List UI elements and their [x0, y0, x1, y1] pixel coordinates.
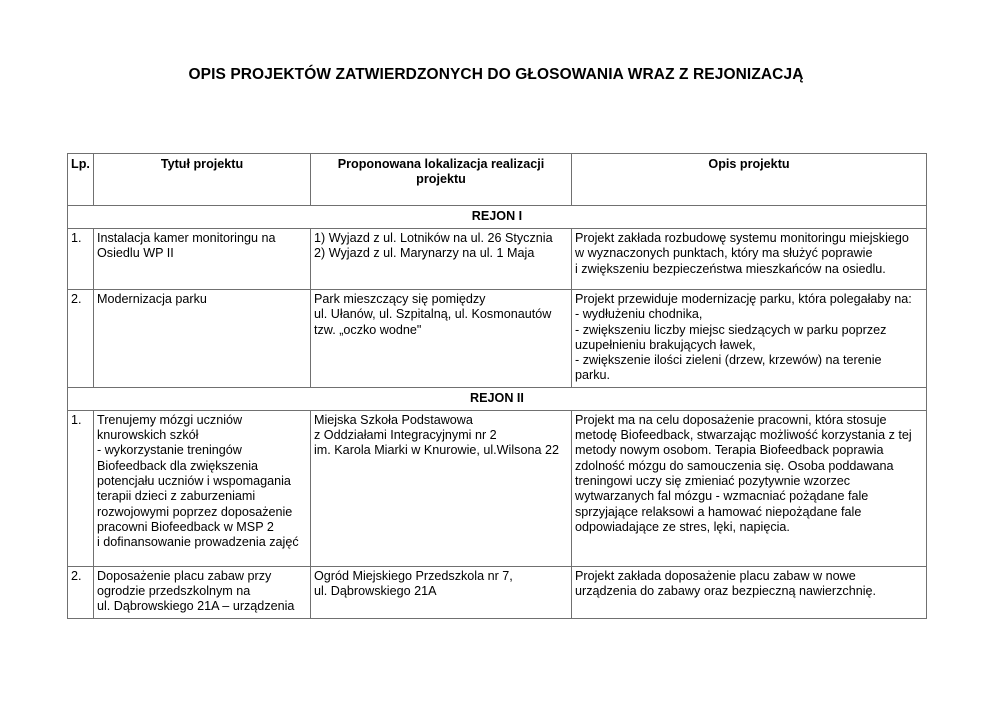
header-location-line: projektu — [416, 172, 466, 187]
row-location — [311, 290, 572, 388]
table-row — [68, 290, 927, 388]
text-line: Osiedlu WP II — [97, 246, 174, 261]
text-line: knurowskich szkół — [97, 428, 199, 443]
row-location — [311, 410, 572, 566]
text-line: Projekt przewiduje modernizację parku, która polegałaby na: — [575, 292, 912, 306]
row-location — [311, 229, 572, 290]
text-line: ul. Dąbrowskiego 21A — [314, 584, 437, 599]
table-row — [68, 566, 927, 618]
text-line: Modernizacja parku — [97, 292, 207, 306]
table-row — [68, 410, 927, 566]
region-name: REJON II — [68, 387, 927, 410]
table-header-row — [68, 154, 927, 206]
text-line: - zwiększeniu liczby miejsc siedzących w parku poprzez — [575, 322, 887, 337]
row-description — [572, 290, 927, 388]
text-line: sprzyjające relaksowi a hamować niepożądane fale — [575, 504, 862, 519]
text-line: Park mieszczący się pomiędzy — [314, 292, 486, 306]
text-line: metody nowym osobom. Terapia Biofeedback poprawia — [575, 443, 884, 458]
region-name: REJON I — [68, 206, 927, 229]
row-title — [94, 410, 311, 566]
row-description — [572, 410, 927, 566]
text-line: ul. Ułanów, ul. Szpitalną, ul. Kosmonautów — [314, 307, 552, 322]
document-title: OPIS PROJEKTÓW ZATWIERDZONYCH DO GŁOSOWANIA WRAZ Z REJONIZACJĄ — [188, 66, 804, 83]
row-lp: 1. — [68, 229, 94, 290]
header-location-line: Proponowana lokalizacja realizacji — [337, 157, 545, 171]
text-line: zdolność mózgu do samouczenia się. Osoba poddawana — [575, 458, 894, 473]
projects-table — [67, 153, 927, 619]
text-line: - wydłużeniu chodnika, — [575, 307, 703, 322]
text-line: urządzenia do zabawy oraz bezpieczną nawierzchnię. — [575, 584, 877, 599]
table-row — [68, 229, 927, 290]
text-line: - zwiększenie ilości zieleni (drzew, krzewów) na terenie — [575, 353, 882, 368]
header-title: Tytuł projektu — [94, 154, 311, 206]
text-line: Doposażenie placu zabaw przy — [97, 568, 272, 583]
text-line: Miejska Szkoła Podstawowa — [314, 412, 473, 427]
header-description: Opis projektu — [572, 154, 927, 206]
text-line: ogrodzie przedszkolnym na — [97, 584, 251, 599]
text-line: Biofeedback dla zwiększenia — [97, 458, 259, 473]
text-line: pracowni Biofeedback w MSP 2 — [97, 519, 274, 534]
text-line: Instalacja kamer monitoringu na — [97, 231, 276, 245]
row-title — [94, 566, 311, 618]
row-title — [94, 229, 311, 290]
text-line: 2) Wyjazd z ul. Marynarzy na ul. 1 Maja — [314, 246, 535, 261]
text-line: rozwojowymi poprzez doposażenie — [97, 504, 293, 519]
text-line: potencjału uczniów i wspomagania — [97, 473, 291, 488]
text-line: parku. — [575, 368, 611, 383]
row-title — [94, 290, 311, 388]
row-lp: 2. — [68, 290, 94, 388]
region-row — [68, 206, 927, 229]
row-location — [311, 566, 572, 618]
text-line: z Oddziałami Integracyjnymi nr 2 — [314, 428, 497, 443]
text-line: odpowiadające ze stres, lęki, napięcia. — [575, 519, 790, 534]
text-line: i zwiększeniu bezpieczeństwa mieszkańców na osiedlu. — [575, 261, 886, 276]
row-description — [572, 229, 927, 290]
header-location — [311, 154, 572, 206]
text-line: uzupełnieniu brakujących ławek, — [575, 337, 756, 352]
header-lp: Lp. — [68, 154, 94, 206]
row-description — [572, 566, 927, 618]
text-line: metodę Biofeedback, stwarzając możliwość korzystania z tej — [575, 428, 912, 443]
text-line: tzw. „oczko wodne" — [314, 322, 422, 337]
text-line: - wykorzystanie treningów — [97, 443, 242, 458]
text-line: i dofinansowanie prowadzenia zajęć — [97, 535, 299, 550]
text-line: treningowi uczy się zmieniać pozytywnie wzorzec — [575, 473, 851, 488]
region-row — [68, 387, 927, 410]
text-line: terapii dzieci z zaburzeniami — [97, 489, 256, 504]
text-line: im. Karola Miarki w Knurowie, ul.Wilsona 22 — [314, 443, 559, 458]
text-line: 1) Wyjazd z ul. Lotników na ul. 26 Stycznia — [314, 231, 553, 245]
text-line: wytwarzanych fal mózgu - wzmacniać pożądane fale — [575, 489, 869, 504]
text-line: Projekt zakłada rozbudowę systemu monitoringu miejskiego — [575, 231, 909, 245]
text-line: Projekt zakłada doposażenie placu zabaw w nowe — [575, 568, 856, 583]
text-line: Projekt ma na celu doposażenie pracowni, która stosuje — [575, 412, 887, 427]
row-lp: 2. — [68, 566, 94, 618]
row-lp: 1. — [68, 410, 94, 566]
text-line: ul. Dąbrowskiego 21A – urządzenia — [97, 599, 295, 614]
text-line: w wyznaczonych punktach, który ma służyć poprawie — [575, 246, 873, 261]
text-line: Trenujemy mózgi uczniów — [97, 412, 243, 427]
text-line: Ogród Miejskiego Przedszkola nr 7, — [314, 568, 513, 583]
